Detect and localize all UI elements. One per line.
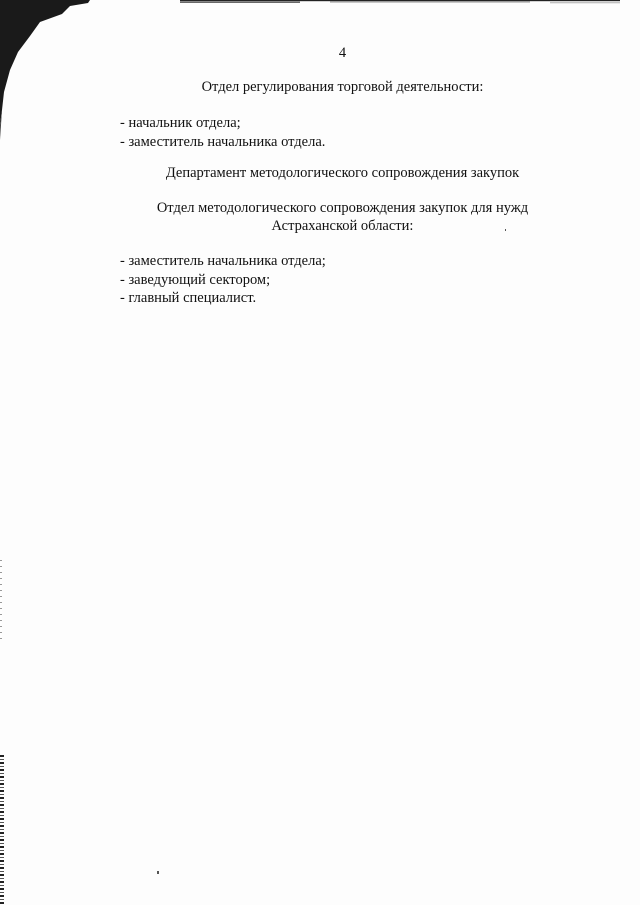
- list-item: - заместитель начальника отдела.: [120, 133, 326, 150]
- section2-position-list: [120, 252, 326, 308]
- list-item: - главный специалист.: [120, 290, 257, 306]
- department-heading: Департамент методологического сопровождения закупок: [165, 165, 520, 181]
- list-item: - начальник отдела;: [120, 115, 241, 131]
- section1-position-list: [120, 114, 325, 151]
- section-heading-procurement-line1: Отдел методологического сопровождения закупок для нужд: [156, 200, 529, 216]
- list-item: - заместитель начальника отдела;: [120, 253, 326, 269]
- scan-margin-artifact: [0, 560, 2, 640]
- section-heading-trade-regulation: Отдел регулирования торговой деятельности:: [201, 79, 484, 95]
- list-item: - заведующий сектором;: [120, 271, 271, 288]
- scan-top-edge-artifact-icon: [180, 0, 620, 8]
- scan-edge-artifact-icon: [0, 0, 90, 140]
- scan-margin-artifact-bottom: [0, 755, 4, 905]
- page-number: 4: [338, 45, 347, 61]
- section-heading-procurement-line2: Астраханской области:: [271, 218, 414, 234]
- scan-speck: [157, 871, 159, 874]
